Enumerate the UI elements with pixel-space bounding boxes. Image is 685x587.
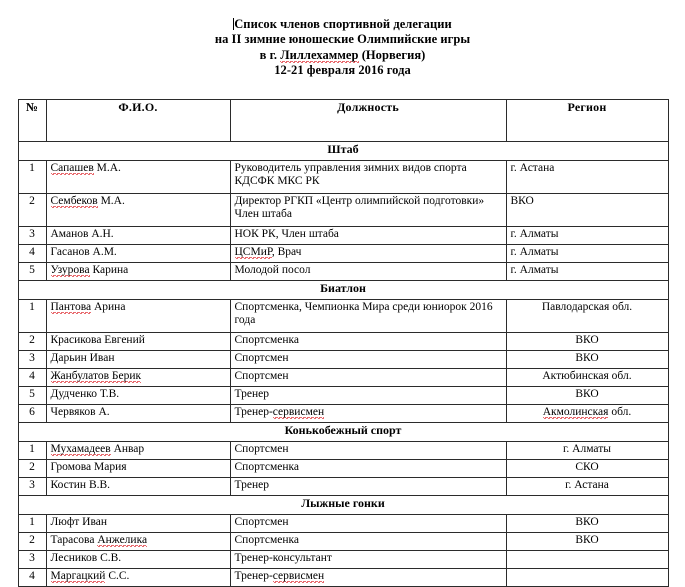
cell-role: Тренер	[230, 477, 506, 495]
cell-number: 3	[18, 477, 46, 495]
cell-number: 3	[18, 550, 46, 568]
cell-name: Мухамадеев Анвар	[46, 441, 230, 459]
table-row	[18, 514, 668, 532]
cell-number: 3	[18, 226, 46, 244]
cell-region: г. Алматы	[506, 441, 668, 459]
cell-region: г. Астана	[506, 160, 668, 193]
table-row	[18, 226, 668, 244]
cell-role: ЦСМиР, Врач	[230, 244, 506, 262]
column-header-region: Регион	[506, 99, 668, 141]
cell-role: Спортсменка	[230, 332, 506, 350]
cell-region: ВКО	[506, 350, 668, 368]
table-row	[18, 332, 668, 350]
cell-number: 4	[18, 568, 46, 586]
cell-region: г. Астана	[506, 477, 668, 495]
cell-region: г. Алматы	[506, 262, 668, 280]
table-row	[18, 386, 668, 404]
section-heading: Конькобежный спорт	[18, 422, 668, 441]
table-row	[18, 550, 668, 568]
title-line-1-text: Список членов спортивной делегации	[234, 17, 452, 31]
delegation-table-wrapper	[18, 79, 668, 587]
column-header-name: Ф.И.О.	[46, 99, 230, 141]
cell-number: 4	[18, 368, 46, 386]
cell-role: Тренер-сервисмен	[230, 404, 506, 422]
table-row	[18, 193, 668, 226]
cell-name: Лесников С.В.	[46, 550, 230, 568]
cell-name: Сапашев М.А.	[46, 160, 230, 193]
cell-role: Тренер-сервисмен	[230, 568, 506, 586]
cell-role: Спортсмен	[230, 350, 506, 368]
table-body	[18, 141, 668, 586]
cell-role: Спортсменка	[230, 459, 506, 477]
cell-region: ВКО	[506, 514, 668, 532]
cell-role: Директор РГКП «Центр олимпийской подготовки» Член штаба	[230, 193, 506, 226]
cell-number: 5	[18, 386, 46, 404]
cell-name: Дудченко Т.В.	[46, 386, 230, 404]
table-row	[18, 459, 668, 477]
cell-number: 2	[18, 332, 46, 350]
column-header-role: Должность	[230, 99, 506, 141]
table-header-row	[18, 99, 668, 141]
table-row	[18, 244, 668, 262]
cell-region: Павлодарская обл.	[506, 299, 668, 332]
cell-region: ВКО	[506, 532, 668, 550]
delegation-table	[18, 99, 669, 587]
cell-role: Тренер	[230, 386, 506, 404]
cell-role: Спортсмен	[230, 368, 506, 386]
cell-name: Червяков А.	[46, 404, 230, 422]
cell-region: г. Алматы	[506, 244, 668, 262]
section-header-row	[18, 280, 668, 299]
cell-region: ВКО	[506, 386, 668, 404]
cell-number: 1	[18, 441, 46, 459]
cell-number: 1	[18, 160, 46, 193]
cell-number: 1	[18, 514, 46, 532]
table-row	[18, 404, 668, 422]
cell-name: Маргацкий С.С.	[46, 568, 230, 586]
cell-role: Молодой посол	[230, 262, 506, 280]
cell-number: 3	[18, 350, 46, 368]
section-header-row	[18, 422, 668, 441]
cell-region: ВКО	[506, 332, 668, 350]
cell-name: Дарьин Иван	[46, 350, 230, 368]
table-row	[18, 350, 668, 368]
table-row	[18, 262, 668, 280]
title-line-4: 12-21 февраля 2016 года	[274, 63, 411, 78]
cell-number: 2	[18, 459, 46, 477]
cell-role: Спортсмен	[230, 441, 506, 459]
title-line-3: в г. Лиллехаммер (Норвегия)	[259, 47, 426, 62]
cell-role: Тренер-консультант	[230, 550, 506, 568]
table-row	[18, 477, 668, 495]
document-title-block	[0, 0, 685, 79]
cell-region: г. Алматы	[506, 226, 668, 244]
section-heading: Биатлон	[18, 280, 668, 299]
cell-region	[506, 550, 668, 568]
cell-name: Громова Мария	[46, 459, 230, 477]
title-line-2: на II зимние юношеские Олимпийские игры	[214, 32, 471, 47]
table-row	[18, 532, 668, 550]
cell-number: 4	[18, 244, 46, 262]
table-row	[18, 299, 668, 332]
cell-number: 2	[18, 532, 46, 550]
section-header-row	[18, 495, 668, 514]
cell-role: Спортсменка, Чемпионка Мира среди юниорок 2016 года	[230, 299, 506, 332]
cell-number: 6	[18, 404, 46, 422]
cell-name: Гасанов А.М.	[46, 244, 230, 262]
cell-role: НОК РК, Член штаба	[230, 226, 506, 244]
cell-region	[506, 568, 668, 586]
table-row	[18, 568, 668, 586]
cell-name: Жанбулатов Берик	[46, 368, 230, 386]
cell-region: Актюбинская обл.	[506, 368, 668, 386]
cell-name: Аманов А.Н.	[46, 226, 230, 244]
cell-name: Пантова Арина	[46, 299, 230, 332]
cell-region: ВКО	[506, 193, 668, 226]
table-row	[18, 441, 668, 459]
cell-role: Руководитель управления зимних видов спорта КДСФК МКС РК	[230, 160, 506, 193]
section-heading: Лыжные гонки	[18, 495, 668, 514]
cell-number: 5	[18, 262, 46, 280]
title-line-1	[0, 17, 685, 32]
cell-number: 1	[18, 299, 46, 332]
table-row	[18, 160, 668, 193]
column-header-number: №	[18, 99, 46, 141]
cell-name: Костин В.В.	[46, 477, 230, 495]
section-header-row	[18, 141, 668, 160]
cell-region: Акмолинская обл.	[506, 404, 668, 422]
cell-role: Спортсменка	[230, 532, 506, 550]
cell-name: Люфт Иван	[46, 514, 230, 532]
cell-role: Спортсмен	[230, 514, 506, 532]
table-row	[18, 368, 668, 386]
cell-name: Тарасова Анжелика	[46, 532, 230, 550]
cell-region: СКО	[506, 459, 668, 477]
cell-number: 2	[18, 193, 46, 226]
cell-name: Узурова Карина	[46, 262, 230, 280]
section-heading: Штаб	[18, 141, 668, 160]
cell-name: Сембеков М.А.	[46, 193, 230, 226]
cell-name: Красикова Евгений	[46, 332, 230, 350]
